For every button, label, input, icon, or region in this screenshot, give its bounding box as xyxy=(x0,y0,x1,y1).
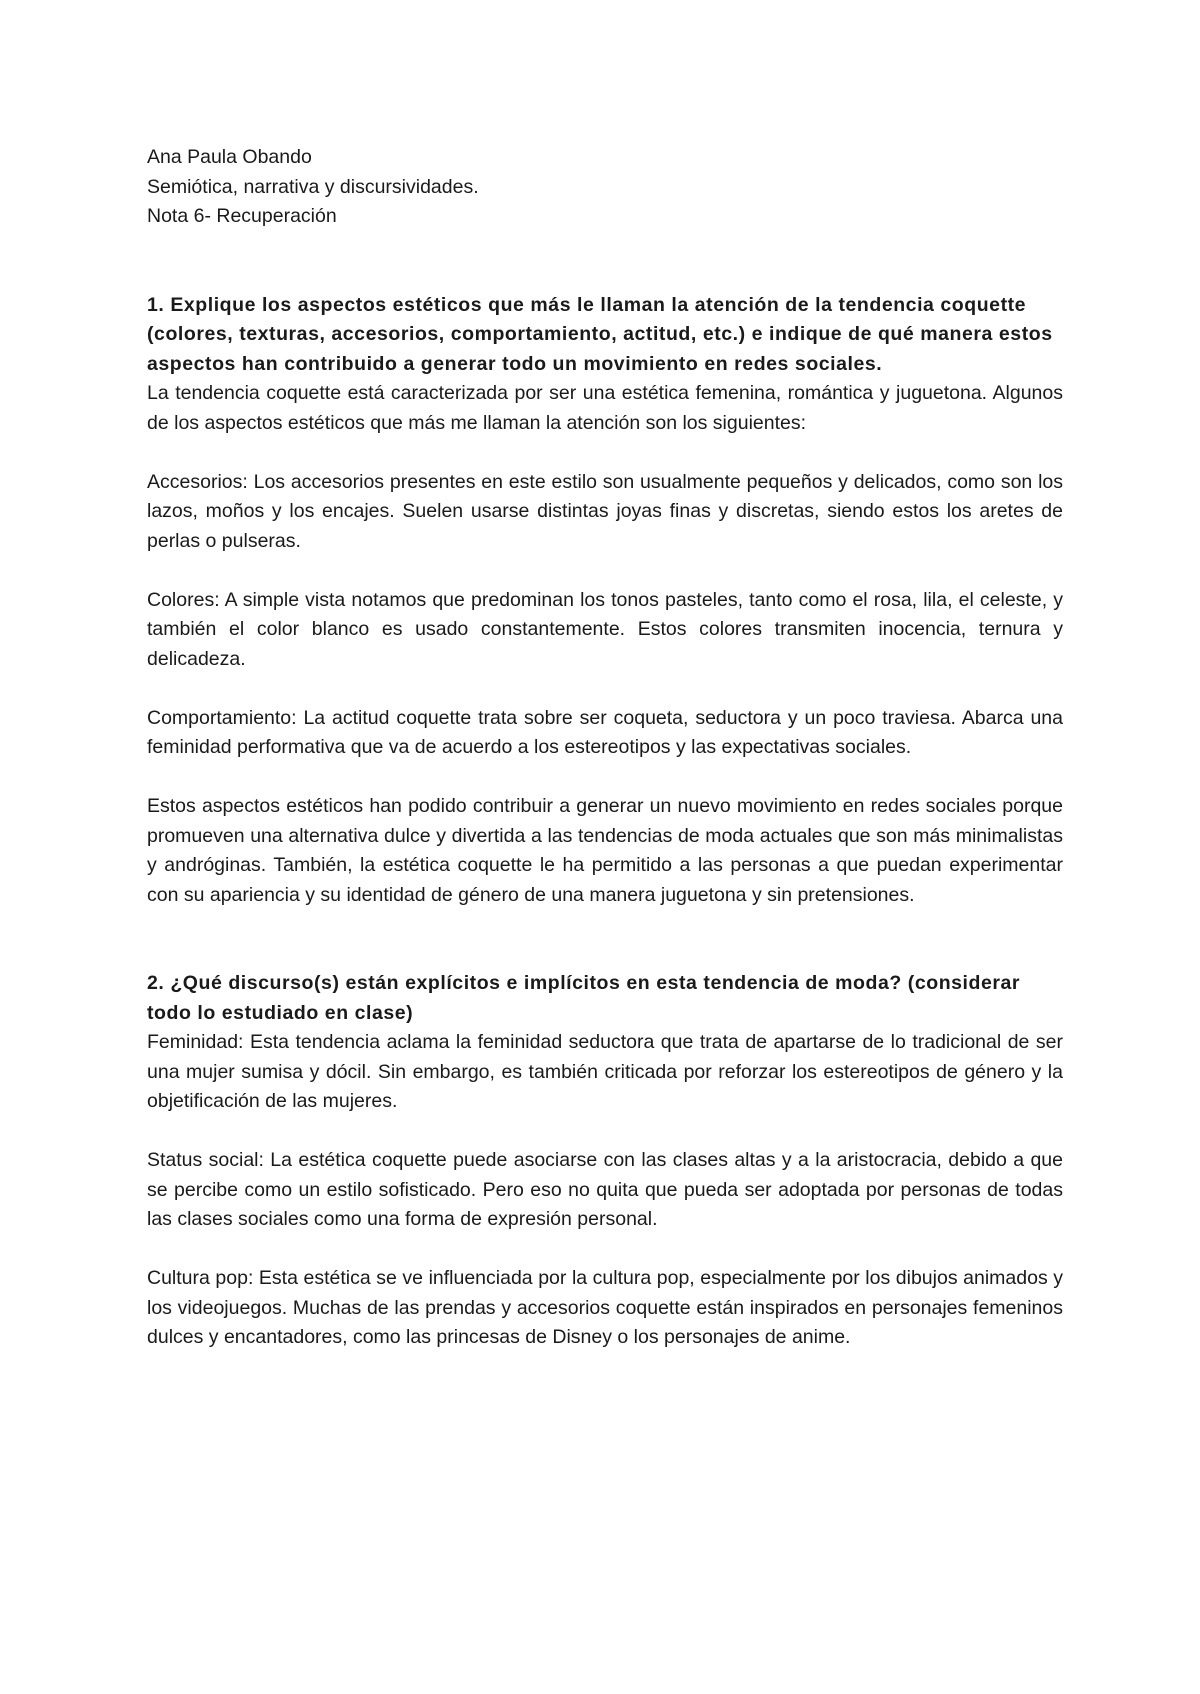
spacer xyxy=(147,556,1063,586)
question-1: 1. Explique los aspectos estéticos que más le llaman la atención de la tendencia coquette (colores, texturas, accesorios, comportamiento, actitud, etc.) e indique de qué manera estos aspectos han contribuido a generar todo un movimiento en redes sociales. xyxy=(147,293,1053,375)
spacer xyxy=(147,1235,1063,1265)
question-2: 2. ¿Qué discurso(s) están explícitos e implícitos en esta tendencia de moda? (considerar todo lo estudiado en clase) xyxy=(147,972,1021,1024)
answer-1-colores: Colores: A simple vista notamos que predominan los tonos pasteles, tanto como el rosa, lila, el celeste, y también el color blanco es usado constantemente. Estos colores transmiten inocencia, ternura y delicadeza. xyxy=(147,588,1063,670)
spacer xyxy=(147,763,1063,793)
spacer xyxy=(147,438,1063,468)
answer-1-intro: La tendencia coquette está caracterizada por ser una estética femenina, romántica y juguetona. Algunos de los aspectos estéticos que más me llaman la atención son los siguientes: xyxy=(147,382,1063,434)
answer-2-feminidad: Feminidad: Esta tendencia aclama la feminidad seductora que trata de apartarse de lo tradicional de ser una mujer sumisa y dócil. Sin embargo, es también criticada por reforzar los estereotipos de género y la objetificación de las mujeres. xyxy=(147,1031,1063,1112)
answer-2-cultura: Cultura pop: Esta estética se ve influenciada por la cultura pop, especialmente por los dibujos animados y los videojuegos. Muchas de las prendas y accesorios coquette están inspirados en personajes femeninos dulces y encantadores, como las princesas de Disney o los personajes de anime. xyxy=(147,1267,1063,1348)
answer-1-accesorios: Accesorios: Los accesorios presentes en este estilo son usualmente pequeños y delicados, como son los lazos, moños y los encajes. Suelen usarse distintas joyas finas y discretas, siendo estos los aretes de perlas o pulseras. xyxy=(147,470,1063,552)
spacer xyxy=(147,910,1063,969)
author-name: Ana Paula Obando xyxy=(147,146,312,168)
course-name: Semiótica, narrativa y discursividades. xyxy=(147,175,479,198)
assignment-title: Nota 6- Recuperación xyxy=(147,205,337,227)
spacer xyxy=(147,1117,1063,1147)
answer-2-status: Status social: La estética coquette puede asociarse con las clases altas y a la aristocracia, debido a que se percibe como un estilo sofisticado. Pero eso no quita que pueda ser adoptada por personas de todas las clases sociales como una forma de expresión personal. xyxy=(147,1149,1063,1230)
document-page xyxy=(147,143,1063,1353)
answer-1-comportamiento: Comportamiento: La actitud coquette trata sobre ser coqueta, seductora y un poco traviesa. Abarca una feminidad performativa que va de acuerdo a los estereotipos y las expectativas sociales. xyxy=(147,706,1063,758)
answer-1-conclusion: Estos aspectos estéticos han podido contribuir a generar un nuevo movimiento en redes sociales porque promueven una alternativa dulce y divertida a las tendencias de moda actuales que son más minimalistas y andróginas. También, la estética coquette le ha permitido a las personas a que puedan experimentar con su apariencia y su identidad de género de una manera juguetona y sin pretensiones. xyxy=(147,795,1063,906)
spacer xyxy=(147,674,1063,704)
spacer xyxy=(147,232,1063,291)
